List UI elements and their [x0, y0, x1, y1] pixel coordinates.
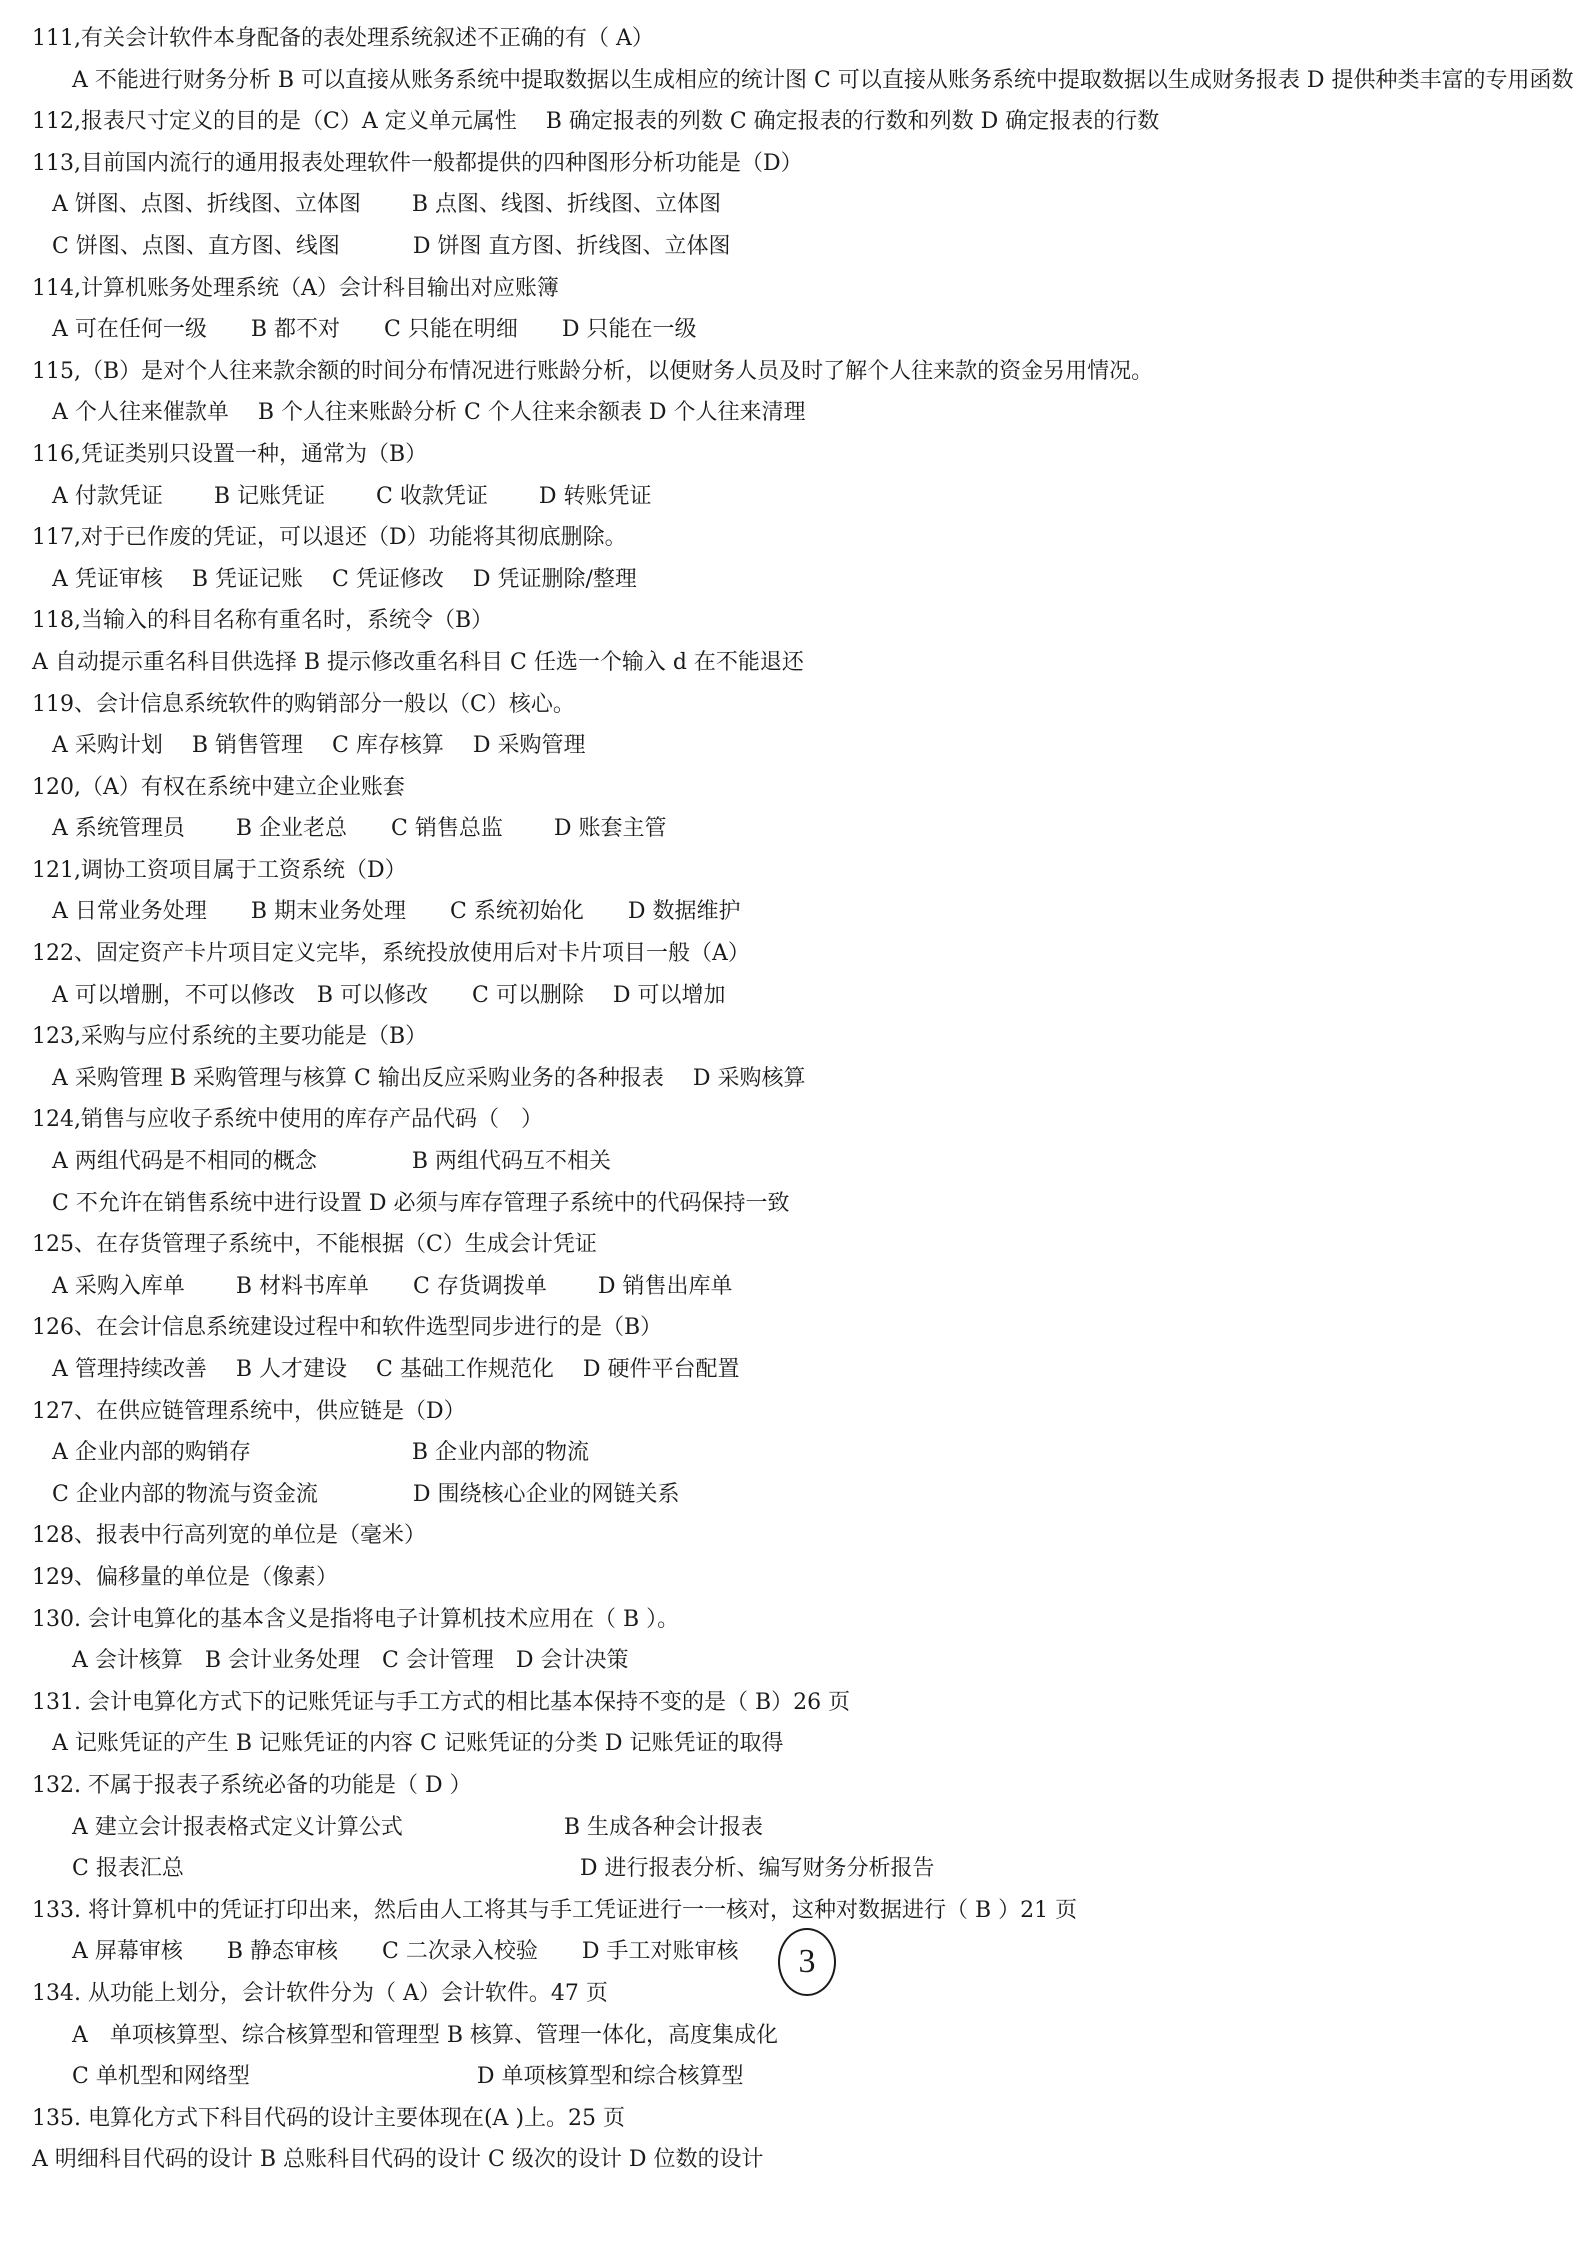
- question-line: 134. 从功能上划分，会计软件分为（ A）会计软件。47 页: [32, 1980, 608, 2006]
- options-line: C 企业内部的物流与资金流 D 围绕核心企业的网链关系: [52, 1481, 680, 1507]
- question-line: 111,有关会计软件本身配备的表处理系统叙述不正确的有（ A）: [32, 26, 654, 51]
- options-line: C 报表汇总 D 进行报表分析、编写财务分析报告: [72, 1856, 935, 1882]
- options-line: C 不允许在销售系统中进行设置 D 必须与库存管理子系统中的代码保持一致: [52, 1190, 790, 1216]
- question-line: 128、报表中行高列宽的单位是（毫米）: [32, 1523, 426, 1549]
- question-line: 123,采购与应付系统的主要功能是（B）: [32, 1024, 428, 1050]
- question-line: 120,（A）有权在系统中建立企业账套: [32, 774, 405, 800]
- options-line: A 可以增删，不可以修改 B 可以修改 C 可以删除 D 可以增加: [52, 982, 726, 1008]
- question-line: 114,计算机账务处理系统（A）会计科目输出对应账簿: [32, 275, 559, 301]
- question-line: 129、偏移量的单位是（像素）: [32, 1564, 338, 1590]
- options-line: C 饼图、点图、直方图、线图 D 饼图 直方图、折线图、立体图: [52, 233, 731, 259]
- question-line: 132. 不属于报表子系统必备的功能是（ D ）: [32, 1772, 472, 1798]
- options-line: A 明细科目代码的设计 B 总账科目代码的设计 C 级次的设计 D 位数的设计: [32, 2147, 764, 2173]
- question-line: 121,调协工资项目属于工资系统（D）: [32, 857, 407, 883]
- options-line: A 建立会计报表格式定义计算公式 B 生成各种会计报表: [72, 1814, 764, 1840]
- question-line: 113,目前国内流行的通用报表处理软件一般都提供的四种图形分析功能是（D）: [32, 150, 803, 176]
- options-line: A 付款凭证 B 记账凭证 C 收款凭证 D 转账凭证: [52, 483, 652, 509]
- options-line: A 采购入库单 B 材料书库单 C 存货调拨单 D 销售出库单: [52, 1273, 733, 1299]
- question-line: 112,报表尺寸定义的目的是（C）A 定义单元属性 B 确定报表的列数 C 确定报表的行数和列数 D 确定报表的行数: [32, 109, 1160, 135]
- options-line: A 两组代码是不相同的概念 B 两组代码互不相关: [52, 1149, 612, 1175]
- options-line: A 个人往来催款单 B 个人往来账龄分析 C 个人往来余额表 D 个人往来清理: [52, 400, 806, 426]
- options-line: A 自动提示重名科目供选择 B 提示修改重名科目 C 任选一个输入 d 在不能退还: [32, 649, 804, 675]
- question-line: 126、在会计信息系统建设过程中和软件选型同步进行的是（B）: [32, 1315, 663, 1341]
- options-line: A 管理持续改善 B 人才建设 C 基础工作规范化 D 硬件平台配置: [52, 1357, 740, 1382]
- question-line: 135. 电算化方式下科目代码的设计主要体现在(A )上。25 页: [32, 2105, 626, 2131]
- question-line: 118,当输入的科目名称有重名时，系统令（B）: [32, 608, 494, 634]
- question-line: 130. 会计电算化的基本含义是指将电子计算机技术应用在（ B ）。: [32, 1606, 680, 1632]
- question-line: 125、在存货管理子系统中，不能根据（C）生成会计凭证: [32, 1232, 597, 1258]
- options-line: A 不能进行财务分析 B 可以直接从账务系统中提取数据以生成相应的统计图 C 可以直接从账务系统中提取数据以生成财务报表 D 提供种类丰富的专用函数: [72, 67, 1574, 93]
- page-number-circle: [778, 1928, 836, 1996]
- question-line: 131. 会计电算化方式下的记账凭证与手工方式的相比基本保持不变的是（ B）26 页: [32, 1689, 851, 1715]
- question-line: 122、固定资产卡片项目定义完毕，系统投放使用后对卡片项目一般（A）: [32, 941, 750, 967]
- options-line: A 记账凭证的产生 B 记账凭证的内容 C 记账凭证的分类 D 记账凭证的取得: [52, 1731, 784, 1757]
- options-line: A 采购计划 B 销售管理 C 库存核算 D 采购管理: [52, 733, 586, 759]
- document-page: [0, 18, 1594, 2181]
- question-line: 133. 将计算机中的凭证打印出来，然后由人工将其与手工凭证进行一一核对，这种对数据进行（ B ）21 页: [32, 1897, 1078, 1923]
- options-line: A 采购管理 B 采购管理与核算 C 输出反应采购业务的各种报表 D 采购核算: [52, 1065, 806, 1091]
- options-line: A 单项核算型、综合核算型和管理型 B 核算、管理一体化，高度集成化: [72, 2022, 779, 2048]
- options-line: A 会计核算 B 会计业务处理 C 会计管理 D 会计决策: [72, 1648, 629, 1674]
- question-line: 117,对于已作废的凭证，可以退还（D）功能将其彻底删除。: [32, 525, 627, 551]
- options-line: A 凭证审核 B 凭证记账 C 凭证修改 D 凭证删除/整理: [52, 566, 637, 592]
- options-line: A 企业内部的购销存 B 企业内部的物流: [52, 1440, 590, 1466]
- options-line: A 屏幕审核 B 静态审核 C 二次录入校验 D 手工对账审核: [72, 1939, 739, 1965]
- options-line: A 饼图、点图、折线图、立体图 B 点图、线图、折线图、立体图: [52, 192, 722, 218]
- options-line: C 单机型和网络型 D 单项核算型和综合核算型: [72, 2064, 744, 2090]
- options-line: A 可在任何一级 B 都不对 C 只能在明细 D 只能在一级: [52, 317, 697, 343]
- page-number: 3: [798, 1943, 816, 1980]
- question-line: 116,凭证类别只设置一种，通常为（B）: [32, 441, 428, 467]
- question-line: 115,（B）是对个人往来款余额的时间分布情况进行账龄分析，以便财务人员及时了解个人往来款的资金另用情况。: [32, 358, 1154, 384]
- options-line: A 日常业务处理 B 期末业务处理 C 系统初始化 D 数据维护: [52, 899, 741, 925]
- question-line: 124,销售与应收子系统中使用的库存产品代码（ ）: [32, 1107, 543, 1133]
- question-line: 127、在供应链管理系统中，供应链是（D）: [32, 1398, 466, 1424]
- question-line: 119、会计信息系统软件的购销部分一般以（C）核心。: [32, 691, 575, 717]
- options-line: A 系统管理员 B 企业老总 C 销售总监 D 账套主管: [52, 816, 667, 842]
